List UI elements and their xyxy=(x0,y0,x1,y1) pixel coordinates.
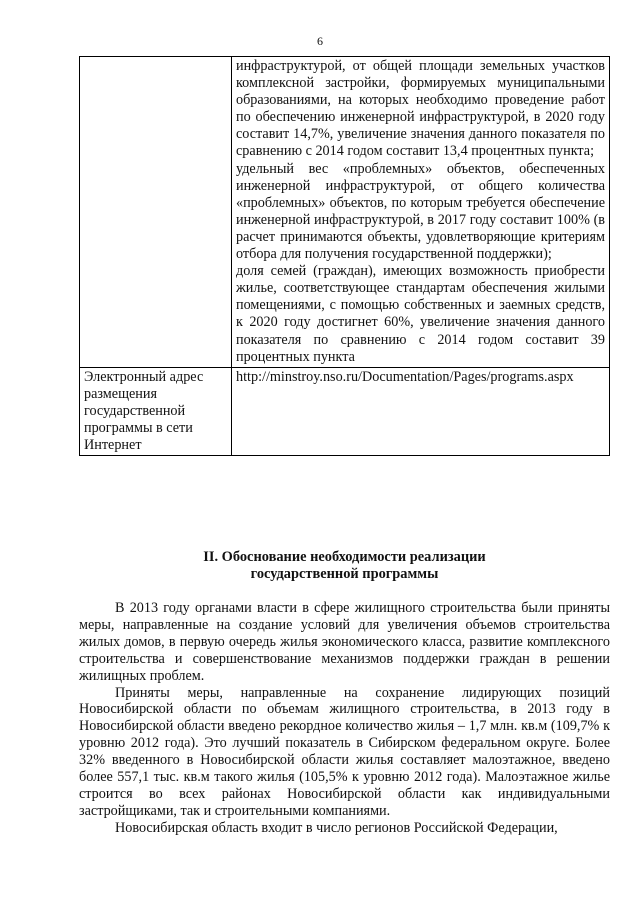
body-text xyxy=(79,600,610,837)
table-row xyxy=(80,57,610,368)
body-paragraph: В 2013 году органами власти в сфере жилищного строительства были приняты меры, направленные на создание условий для увеличения объемов строительства жилых домов, в первую очередь жилья экономического класса, развитие комплексного строительства и совершенствование механизмов поддержки граждан в решении жилищных проблем. xyxy=(79,600,610,684)
table-cell-label: Электронный адрес размещения государственной программы в сети Интернет xyxy=(80,367,232,455)
page-number: 6 xyxy=(317,34,323,48)
program-passport-table xyxy=(79,56,610,456)
indicator-paragraph: удельный вес «проблемных» объектов, обеспеченных инженерной инфраструктурой, от общего количества «проблемных» объектов, по которым требуется обеспечение инженерной инфраструктурой, в 2017 году составит 100% (в расчет принимаются объекты, удовлетворяющие критериям отбора для получения государственной поддержки); xyxy=(236,160,605,263)
table-row xyxy=(80,367,610,455)
body-paragraph: Новосибирская область входит в число регионов Российской Федерации, xyxy=(115,819,558,836)
table-cell-indicators xyxy=(232,57,610,368)
indicator-paragraph: инфраструктурой, от общей площади земельных участков комплексной застройки, формируемых муниципальными образованиями, на которых необходимо проведение работ по обеспечению инженерной инфраструктурой, в 2020 году составит 14,7%, увеличение значения данного показателя по сравнению с 2014 годом составит 13,4 процентных пункта; xyxy=(236,58,605,160)
section-heading-line: II. Обоснование необходимости реализации xyxy=(203,549,486,565)
section-heading-line: государственной программы xyxy=(250,566,439,582)
table-cell-empty xyxy=(80,57,232,368)
program-url: http://minstroy.nso.ru/Documentation/Pages/programs.aspx xyxy=(232,367,610,455)
section-heading xyxy=(79,549,610,583)
indicator-paragraph: доля семей (граждан), имеющих возможность приобрести жилье, соответствующее стандартам обеспечения жилыми помещениями, с помощью собственных и заемных средств, к 2020 году достигнет 60%, увеличение значения данного показателя по сравнению с 2014 годом составит 39 процентных пункта xyxy=(236,263,605,365)
body-paragraph: Приняты меры, направленные на сохранение лидирующих позиций Новосибирской области по объемам жилищного строительства, в 2013 году в Новосибирской области введено рекордное количество жилья – 1,7 млн. кв.м (109,7% к уровню 2012 года). Это лучший показатель в Сибирском федеральном округе. Более 32% введенного в Новосибирской области жилья составляет малоэтажное, введено более 557,1 тыс. кв.м такого жилья (105,5% к уровню 2012 года). Малоэтажное жилье строится во всех районах Новосибирской области как индивидуальными застройщиками, так и строительными компаниями. xyxy=(79,684,610,819)
